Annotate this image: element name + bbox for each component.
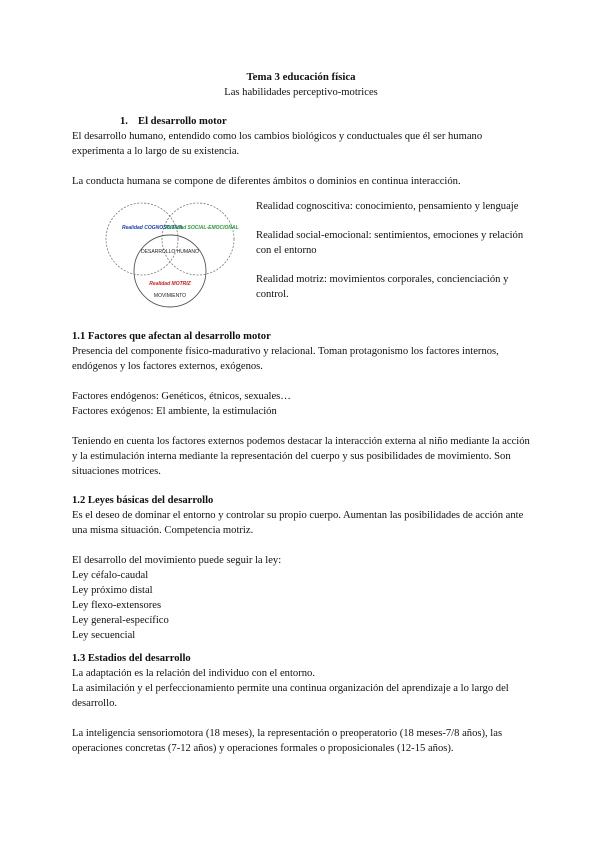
section-1-2-intro: Es el deseo de dominar el entorno y controlar su propio cuerpo. Aumentan las posibilidades de acción ante una misma situación. Competencia motriz.	[72, 510, 524, 536]
law-item: Ley próximo distal	[72, 585, 153, 596]
reality-social: Realidad social-emocional: sentimientos, emociones y relación con el entorno	[256, 230, 524, 256]
section-1-1-heading: 1.1 Factores que afectan al desarrollo motor	[72, 331, 271, 342]
section-1-2-heading: 1.2 Leyes básicas del desarrollo	[72, 495, 214, 506]
law-item: Ley general-específico	[72, 615, 169, 626]
section-1-1-closing: Teniendo en cuenta los factores externos podemos destacar la interacción externa al niño mediante la acción y la estimulación interna mediante la representación del cuerpo y sus posibilidades de movimiento. Son situaciones motrices.	[72, 436, 530, 477]
section-1-paragraph-2: La conducta humana se compone de diferentes ámbitos o dominios en continua interacción.	[72, 176, 461, 187]
human-label-text: DESARROLLO HUMANO	[141, 249, 199, 255]
section-1-number: 1.	[120, 116, 128, 127]
social-circle	[162, 203, 234, 275]
law-item: Ley céfalo-caudal	[72, 570, 149, 581]
human-label	[141, 249, 199, 255]
motor-label-text: Realidad MOTRIZ	[149, 281, 191, 287]
movement-label	[154, 293, 186, 299]
cognitive-label-text: Realidad COGNOSCITIVA	[122, 225, 183, 231]
section-1-title: El desarrollo motor	[138, 116, 227, 127]
cognitive-circle	[106, 203, 178, 275]
social-label-text: Realidad SOCIAL-EMOCIONAL	[165, 225, 239, 231]
document-subtitle: Las habilidades perceptivo-motrices	[224, 87, 378, 98]
endogenous-factors: Factores endógenos: Genéticos, étnicos, sexuales…	[72, 391, 291, 402]
section-1-1-intro: Presencia del componente físico-madurativo y relacional. Toman protagonismo los factores internos, endógenos y los factores externos, exógenos.	[72, 346, 499, 372]
venn-diagram	[90, 199, 250, 311]
document-page	[72, 70, 530, 756]
motor-label	[149, 281, 191, 287]
section-1-3-paragraph-1: La adaptación es la relación del individuo con el entorno.	[72, 668, 315, 679]
section-1-3-paragraph-3: La inteligencia sensoriomotora (18 meses), la representación o preoperatorio (18 meses-7/8 años), las operaciones concretas (7-12 años) y operaciones formales o proposicionales (12-15 años).	[72, 728, 503, 754]
section-1-3-paragraph-2: La asimilación y el perfeccionamiento permite una continua organización del aprendizaje a lo largo del desarrollo.	[72, 683, 509, 709]
section-1-paragraph-1: El desarrollo humano, entendido como los cambios biológicos y conductuales que él ser humano experimenta a lo largo de su existencia.	[72, 131, 483, 157]
reality-cognitive: Realidad cognoscitiva: conocimiento, pensamiento y lenguaje	[256, 201, 519, 212]
reality-motor: Realidad motriz: movimientos corporales, concienciación y control.	[256, 274, 509, 300]
law-item: Ley secuencial	[72, 630, 136, 641]
movement-label-text: MOVIMIENTO	[153, 293, 187, 299]
law-item: Ley flexo-extensores	[72, 600, 162, 611]
section-1-heading	[72, 114, 530, 129]
domains-figure	[72, 199, 530, 321]
section-1-3-heading: 1.3 Estadios del desarrollo	[72, 653, 191, 664]
exogenous-factors: Factores exógenos: El ambiente, la estimulación	[72, 406, 277, 417]
laws-lead: El desarrollo del movimiento puede seguir la ley:	[72, 555, 282, 566]
laws-list	[72, 568, 530, 643]
social-label	[165, 225, 238, 231]
document-title: Tema 3 educación física	[246, 71, 356, 83]
realities-list	[256, 199, 530, 316]
